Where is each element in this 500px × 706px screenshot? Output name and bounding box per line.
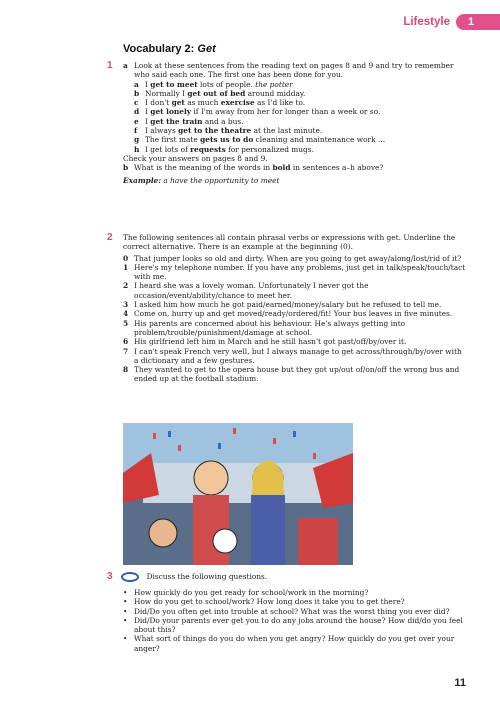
q1-item-bold: get xyxy=(171,98,185,108)
football-fans-illustration xyxy=(123,423,353,565)
q3-item-text: Did/Do you often get into trouble at school? What was the worst thing you ever did? xyxy=(134,606,450,616)
q2-item-text: They wanted to get to the opera house but they got up/out of/on/off the wrong bus and ended up at the football stadium. xyxy=(134,365,460,384)
q1-item-text: I get lots of requests for personalized mugs. xyxy=(145,144,314,154)
q3-item xyxy=(123,588,468,597)
q1-example: Example: a have the opportunity to meet xyxy=(123,175,280,185)
page-title xyxy=(123,43,216,55)
q2-item-text: I asked him how much he got paid/earned/money/salary but he refused to tell me. xyxy=(134,300,442,310)
q1-item-key: e xyxy=(134,116,139,126)
section-title: Lifestyle xyxy=(403,16,450,28)
q3-item-text: What sort of things do you do when you get angry? How quickly do you get over your anger? xyxy=(134,634,455,653)
q2-item xyxy=(123,300,468,309)
q2-item xyxy=(123,347,468,366)
question-1-number: 1 xyxy=(107,60,113,71)
bullet-icon: • xyxy=(123,606,128,616)
bullet-icon: • xyxy=(123,588,128,597)
illustration-svg xyxy=(123,423,353,565)
q3-item-text: How quickly do you get ready for school/work in the morning? xyxy=(134,588,369,597)
q1-item-key: f xyxy=(134,126,138,136)
q2-item-text: Come on, hurry up and get moved/ready/ordered/fit! Your bus leaves in five minutes. xyxy=(134,309,453,319)
q1-item-bold: get to meet xyxy=(150,79,198,89)
q2-item xyxy=(123,281,468,300)
q1-item xyxy=(134,80,468,89)
q2-item xyxy=(123,319,468,338)
q2-item-key: 3 xyxy=(123,300,129,310)
q1-check: Check your answers on pages 8 and 9. xyxy=(123,153,268,163)
q2-item-key: 1 xyxy=(123,262,129,272)
q1-item-bold: get to the theatre xyxy=(178,126,252,136)
q1-item xyxy=(134,126,468,135)
q1-item-key: d xyxy=(134,107,140,117)
q1-item-key: h xyxy=(134,144,140,154)
q2-item-key: 4 xyxy=(123,309,129,319)
q1-items xyxy=(134,80,468,154)
q2-item-key: 8 xyxy=(123,365,129,375)
q3-item-text: Did/Do your parents ever get you to do any jobs around the house? How did/do you feel about this? xyxy=(134,615,463,635)
q1-item-key: a xyxy=(134,79,139,89)
q3-item xyxy=(123,607,468,616)
title-word: Get xyxy=(197,43,216,55)
question-3-list xyxy=(123,588,468,653)
q2-item-text: I can't speak French very well, but I always manage to get across/through/by/over with a dictionary and a few gestures. xyxy=(134,346,462,365)
pairwork-icon xyxy=(121,572,139,582)
q1-item-text: I get the train and a bus. xyxy=(145,116,244,126)
bullet-icon: • xyxy=(123,615,128,625)
section-header xyxy=(403,14,486,30)
q1-item-text: I get lonely if I'm away from her for longer than a week or so. xyxy=(145,107,381,117)
q1-item-key: b xyxy=(134,88,140,98)
q3-intro: Discuss the following questions. xyxy=(146,572,268,581)
q1-item-example: the potter xyxy=(255,79,293,89)
q1b-text: What is the meaning of the words in bold in sentences a–h above? xyxy=(134,163,384,173)
q3-item xyxy=(123,616,468,635)
q1-item-bold: get lonely xyxy=(150,107,192,117)
bullet-icon: • xyxy=(123,597,128,607)
q1-item-text: I get to meet lots of people. the potter xyxy=(145,79,293,89)
q2-item-key: 0 xyxy=(123,253,129,263)
q1b-label: b xyxy=(123,163,129,173)
q2-item-text: That jumper looks so old and dirty. When are you going to get away/along/lost/rid of it? xyxy=(134,253,462,263)
q1-item-text: I don't get as much exercise as I'd like to. xyxy=(145,98,306,108)
q1-item xyxy=(134,135,468,144)
q2-item-text: His parents are concerned about his behaviour. He's always getting into problem/trouble/punishment/damage at school. xyxy=(134,318,406,337)
q2-intro: The following sentences all contain phrasal verbs or expressions with get. Underline the correct alternative. There is an example at the beginning (0). xyxy=(123,233,456,252)
question-2 xyxy=(123,233,468,384)
q1a-text: Look at these sentences from the reading text on pages 8 and 9 and try to remember who said each one. The first one has been done for you. xyxy=(134,61,454,80)
q1-item-key: g xyxy=(134,135,140,145)
q2-item xyxy=(123,263,468,282)
q1-item-text: Normally I get out of bed around midday. xyxy=(145,88,306,98)
q1-item xyxy=(134,117,468,126)
q2-item-key: 2 xyxy=(123,281,129,291)
q2-item xyxy=(123,365,468,384)
q1-item-text: The first mate gets us to do cleaning and maintenance work … xyxy=(145,135,386,145)
question-1 xyxy=(123,61,468,185)
q1-item xyxy=(134,107,468,116)
page-number: 11 xyxy=(454,677,466,689)
q2-item xyxy=(123,309,468,318)
q1-item-bold: get the train xyxy=(150,116,203,126)
question-3-heading xyxy=(107,571,267,582)
q1-item-bold: exercise xyxy=(220,98,255,108)
q2-item-key: 5 xyxy=(123,318,129,328)
q2-item xyxy=(123,337,468,346)
q3-item-text: How do you get to school/work? How long does it take you to get there? xyxy=(134,597,405,607)
q2-item-text: I heard she was a lovely woman. Unfortunately I never got the occasion/event/ability/chance to meet her. xyxy=(134,281,369,300)
q1-item-bold: get out of bed xyxy=(187,88,246,98)
q3-item xyxy=(123,597,468,606)
q2-item-key: 6 xyxy=(123,337,129,347)
q1-item xyxy=(134,145,468,154)
unit-tab: 1 xyxy=(456,14,500,30)
q1-item-bold: gets us to do xyxy=(200,135,254,145)
title-prefix: Vocabulary 2: xyxy=(123,43,198,55)
q2-items xyxy=(123,254,468,384)
q2-item-key: 7 xyxy=(123,346,129,356)
q1a-label: a xyxy=(123,61,128,70)
q1-item-bold: requests xyxy=(190,144,226,154)
q2-item-text: His girlfriend left him in March and he still hasn't got past/off/by/over it. xyxy=(134,337,407,347)
q1-item xyxy=(134,89,468,98)
q3-item xyxy=(123,634,468,653)
q1-item xyxy=(134,98,468,107)
question-2-number: 2 xyxy=(107,232,113,243)
q1-item-text: I always get to the theatre at the last minute. xyxy=(145,126,323,136)
q2-item-text: Here's my telephone number. If you have any problems, just get in talk/speak/touch/tact with me. xyxy=(134,262,466,282)
question-3-number: 3 xyxy=(107,571,113,582)
bullet-icon: • xyxy=(123,634,128,644)
q2-item xyxy=(123,254,468,263)
q1-item-key: c xyxy=(134,98,139,108)
